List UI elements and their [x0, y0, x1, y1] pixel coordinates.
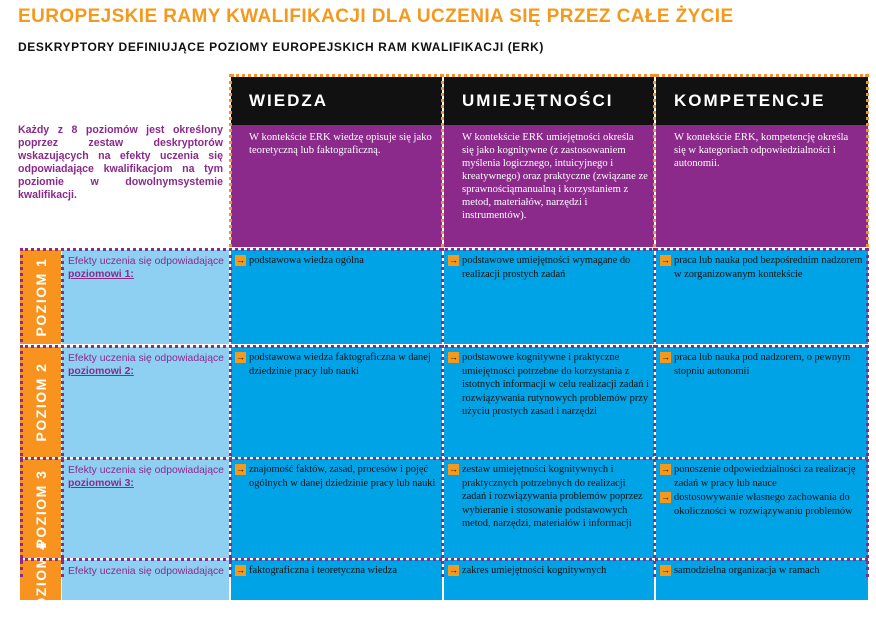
- list-item: [235, 351, 438, 378]
- list-item-text: faktograficzna i teoretyczna wiedza: [249, 565, 397, 576]
- level-umiejetnosci-cell: [444, 250, 654, 344]
- level-description: [62, 250, 229, 344]
- level-label: POZIOM 1: [32, 257, 49, 337]
- level-description: [62, 560, 229, 600]
- level-kompetencje-cell: [656, 250, 868, 344]
- level-wiedza-cell: [231, 560, 442, 600]
- list-item-text: zakres umiejętności kognitywnych: [462, 565, 607, 576]
- arrow-right-icon: →: [661, 565, 670, 575]
- list-item: [448, 564, 650, 578]
- level-tag: [20, 250, 61, 344]
- grid-line: [866, 248, 869, 577]
- arrow-right-icon: →: [449, 352, 458, 362]
- list-item-text: praca lub nauka pod nadzorem, o pewnym stopniu autonomii: [674, 352, 851, 377]
- list-item: [448, 254, 650, 281]
- level-kompetencje-cell: [656, 347, 868, 457]
- list-item-text: dostosowywanie własnego zachowania do okoliczności w rozwiązywaniu problemów: [674, 492, 853, 517]
- level-wiedza-cell: [231, 250, 442, 344]
- level-description: [62, 347, 229, 457]
- list-item-text: podstawowa wiedza faktograficzna w danej dziedzinie pracy lub nauki: [249, 352, 431, 377]
- level-label: POZIOM 3: [32, 469, 49, 548]
- list-item-text: praca lub nauka pod bezpośrednim nadzorem w zorganizowanym kontekście: [674, 255, 863, 280]
- grid-line: [229, 74, 232, 247]
- arrow-right-icon: →: [236, 255, 245, 265]
- list-item-text: ponoszenie odpowiedzialności za realizację zadań w pracy lub nauce: [674, 464, 856, 489]
- list-item-text: znajomość faktów, zasad, procesów i pojęć ogólnych w danej dziedzinie pracy lub nauki: [249, 464, 436, 489]
- level-tag: [20, 347, 61, 457]
- list-item: [660, 351, 864, 378]
- grid-line: [653, 248, 656, 577]
- grid-line: [231, 74, 868, 77]
- level-link[interactable]: poziomowi 3:: [68, 478, 134, 489]
- list-item: [660, 254, 864, 281]
- page-subtitle: DESKRYPTORY DEFINIUJĄCE POZIOMY EUROPEJSKICH RAM KWALIFIKACJI (ERK): [18, 40, 545, 54]
- level-description: [62, 459, 229, 558]
- level-wiedza-cell: [231, 459, 442, 558]
- level-umiejetnosci-cell: [444, 347, 654, 457]
- list-item-text: zestaw umiejętności kognitywnych i praktycznych potrzebnych do realizacji zadań i rozwiązywania problemów poprzez wybieranie i stosowanie podstawowych metod, narzędzi, materiałów i informacji: [462, 464, 643, 530]
- arrow-right-icon: →: [449, 255, 458, 265]
- level-umiejetnosci-cell: [444, 560, 654, 600]
- grid-line: [20, 345, 868, 348]
- level-tag: [20, 540, 61, 619]
- grid-line: [20, 457, 868, 460]
- level-description-text: Efekty uczenia się odpowiadające: [68, 566, 224, 577]
- level-kompetencje-cell: [656, 459, 868, 558]
- list-item: [235, 254, 438, 268]
- level-wiedza-cell: [231, 347, 442, 457]
- definition-wiedza: W kontekście ERK wiedzę opisuje się jako teoretyczną lub faktograficzną.: [231, 125, 442, 247]
- list-item: [660, 564, 864, 578]
- grid-line: [20, 248, 23, 577]
- level-link[interactable]: poziomowi 1:: [68, 269, 134, 280]
- list-item: [235, 564, 438, 578]
- list-item-text: podstawowe kognitywne i praktyczne umiejętności potrzebne do korzystania z istotnych informacji w celu realizacji zadań i rozwiązywania rutynowych problemów przy użyciu prostych zasad i narzędzi: [462, 352, 649, 418]
- grid-line: [61, 248, 64, 577]
- grid-line: [20, 248, 868, 251]
- arrow-right-icon: →: [661, 492, 670, 503]
- list-item-text: podstawowa wiedza ogólna: [249, 255, 364, 266]
- column-header-wiedza: WIEDZA: [231, 77, 442, 125]
- column-header-kompetencje: KOMPETENCJE: [656, 77, 868, 125]
- page-title: EUROPEJSKIE RAMY KWALIFIKACJI DLA UCZENIA SIĘ PRZEZ CAŁE ŻYCIE: [18, 6, 734, 27]
- arrow-right-icon: →: [661, 255, 670, 265]
- arrow-right-icon: →: [661, 352, 670, 362]
- level-label: POZIOM 2: [32, 362, 49, 442]
- definition-kompetencje: W kontekście ERK, kompetencję określa się w kategoriach odpowiedzialności i autonomii.: [656, 125, 868, 247]
- arrow-right-icon: →: [449, 464, 458, 474]
- intro-text: Każdy z 8 poziomów jest określony poprzez zestaw deskryptorów wskazujących na efekty uczenia się odpowiadające kwalifikacjom na tym poziomie w dowolnymsystemie kwalifikacji.: [18, 124, 223, 201]
- list-item-text: podstawowe umiejętności wymagane do realizacji prostych zadań: [462, 255, 631, 280]
- arrow-right-icon: →: [236, 565, 245, 575]
- column-header-umiejetnosci: UMIEJĘTNOŚCI: [444, 77, 654, 125]
- grid-line: [229, 248, 232, 577]
- grid-line: [653, 74, 656, 247]
- grid-line: [441, 74, 444, 247]
- list-item: [660, 491, 864, 518]
- list-item: [448, 463, 650, 531]
- arrow-right-icon: →: [236, 352, 245, 362]
- grid-line: [866, 74, 869, 247]
- arrow-right-icon: →: [661, 464, 670, 474]
- level-umiejetnosci-cell: [444, 459, 654, 558]
- definition-umiejetnosci: W kontekście ERK umiejętności określa się jako kognitywne (z zastosowaniem myślenia logicznego, intuicyjnego i kreatywnego) oraz praktyczne (związane ze sprawnościąmanualną i korzystaniem z metod, materiałów, narzędzi i instrumentów).: [444, 125, 654, 247]
- list-item: [448, 351, 650, 419]
- grid-line: [20, 558, 868, 561]
- level-description-text: Efekty uczenia się odpowiadające: [68, 465, 224, 476]
- level-kompetencje-cell: [656, 560, 868, 600]
- list-item: [235, 463, 438, 490]
- level-label: POZIOM 4: [32, 540, 49, 619]
- list-item-text: samodzielna organizacja w ramach: [674, 565, 820, 576]
- list-item: [660, 463, 864, 490]
- level-description-text: Efekty uczenia się odpowiadające: [68, 256, 224, 267]
- level-link[interactable]: poziomowi 2:: [68, 366, 134, 377]
- level-description-text: Efekty uczenia się odpowiadające: [68, 353, 224, 364]
- arrow-right-icon: →: [236, 464, 245, 474]
- grid-line: [441, 248, 444, 577]
- arrow-right-icon: →: [449, 565, 458, 575]
